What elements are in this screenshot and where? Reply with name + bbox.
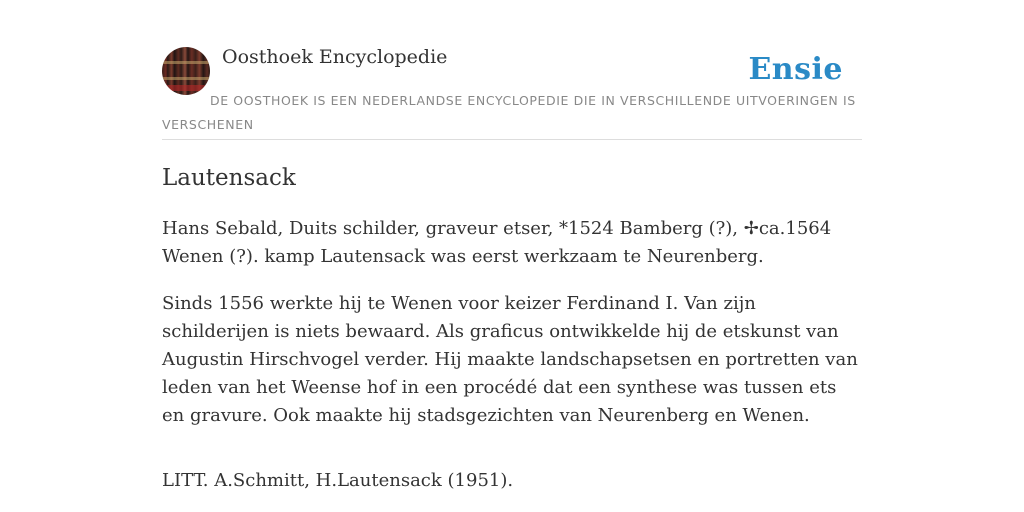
article-paragraph: Hans Sebald, Duits schilder, graveur etser, *1524 Bamberg (?), ✢ca.1564 Wenen (?). kamp Lautensack was eerst werkzaam te Neurenberg. bbox=[162, 218, 832, 267]
site-description: DE OOSTHOEK IS EEN NEDERLANDSE ENCYCLOPEDIE DIE IN VERSCHILLENDE UITVOERINGEN IS VERSCHENEN bbox=[162, 93, 856, 132]
page bbox=[162, 0, 862, 512]
site-title[interactable]: Oosthoek Encyclopedie bbox=[222, 46, 448, 68]
site-header bbox=[162, 0, 862, 140]
article-paragraph: Sinds 1556 werkte hij te Wenen voor keizer Ferdinand I. Van zijn schilderijen is niets bewaard. Als graficus ontwikkelde hij de etskunst van Augustin Hirschvogel verder. Hij maakte landschapsetsen en portretten van leden van het Weense hof in een procédé dat een synthese was tussen ets en gravure. Ook maakte hij stadsgezichten van Neurenberg en Wenen. bbox=[162, 293, 858, 426]
book-spines-icon[interactable] bbox=[162, 47, 210, 95]
literature-reference: LITT. A.Schmitt, H.Lautensack (1951). bbox=[162, 470, 514, 491]
brand-logo[interactable]: Ensie bbox=[748, 52, 843, 87]
article-title: Lautensack bbox=[162, 165, 296, 191]
article bbox=[162, 160, 862, 512]
